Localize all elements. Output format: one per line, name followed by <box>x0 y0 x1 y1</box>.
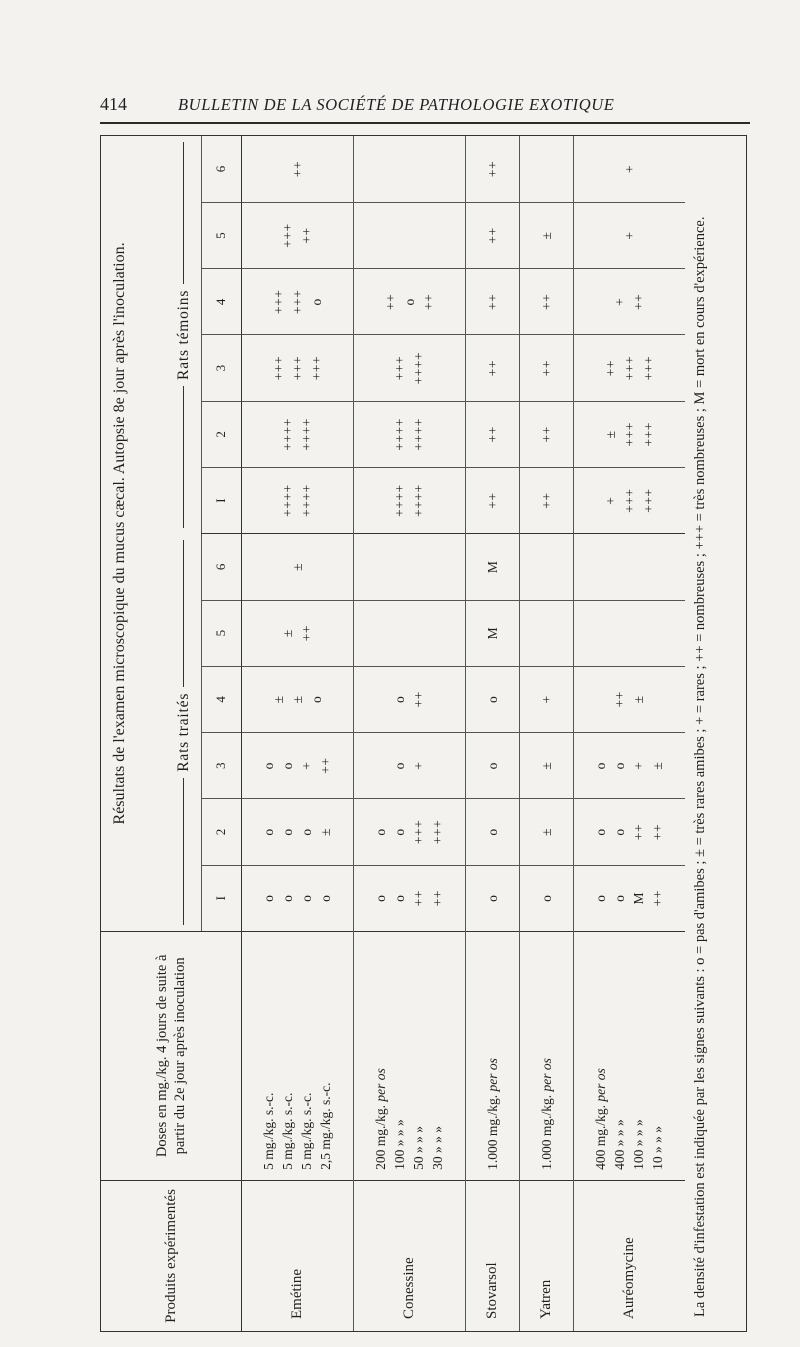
table-row-emetine <box>241 136 353 1331</box>
treated-result: o o o ± <box>241 799 353 865</box>
route-per-os: per os <box>593 1068 609 1102</box>
treated-result: o o ++ ++ <box>573 799 685 865</box>
control-result: ++ <box>465 335 519 401</box>
treated-result: o o M ++ <box>573 865 685 931</box>
legend-footnote: La densité d'infestation est indiquée par les signes suivants : o = pas d'amibes ; ± = très rares amibes ; + = rares ; ++ = nombreuses ; +++ = très nombreuses ; M = mort en cours d'expérience. <box>692 216 708 1317</box>
treated-result: o ++ <box>353 666 465 732</box>
dose-line: 400 mg./kg. per os <box>593 1068 609 1170</box>
products-header-cell <box>101 1180 241 1331</box>
control-result: + <box>621 164 637 174</box>
treated-result <box>573 534 685 600</box>
treated-result: ± <box>519 799 573 865</box>
treated-rat-number: 3 <box>201 733 241 799</box>
dose-line: 100 » » » <box>392 1119 407 1170</box>
treated-result <box>573 600 685 666</box>
results-table <box>101 136 685 1331</box>
control-result: +++ +++ +++ <box>241 335 353 401</box>
treated-result: + <box>519 666 573 732</box>
control-result: +++ ++++ <box>353 335 465 401</box>
treated-result: ± ++ <box>241 600 353 666</box>
dose-line: 5 mg./kg. s.-c. <box>280 1092 295 1170</box>
control-result: ++++ ++++ <box>241 467 353 533</box>
control-result: ++ <box>519 335 573 401</box>
treated-group-label: Rats traités <box>175 534 193 931</box>
treated-result <box>353 600 465 666</box>
control-result <box>519 136 573 202</box>
control-result <box>353 202 465 268</box>
treated-result <box>353 534 465 600</box>
dose-line: 5 mg./kg. s.-c. <box>261 1092 276 1170</box>
control-result: + ++ <box>573 269 685 335</box>
treated-result <box>519 600 573 666</box>
table-row-stovarsol <box>465 136 519 1331</box>
control-rat-number: 6 <box>201 136 241 202</box>
product-name: Auréomycine <box>573 1180 685 1331</box>
control-result: ++ o ++ <box>353 269 465 335</box>
control-result: ++ <box>465 467 519 533</box>
control-rat-number: 4 <box>201 269 241 335</box>
results-table-frame <box>100 135 747 1332</box>
dose-line: 1.000 mg./kg. per os <box>538 1058 554 1170</box>
page-number: 414 <box>100 94 127 114</box>
product-name: Stovarsol <box>465 1180 519 1331</box>
control-result: ++++ ++++ <box>353 467 465 533</box>
dose-list <box>241 931 353 1180</box>
doses-header: Doses en mg./kg. 4 jours de suite à partir du 2e jour après inoculation <box>153 954 188 1158</box>
control-result: +++ +++ o <box>241 269 353 335</box>
control-rat-number: 5 <box>201 202 241 268</box>
treated-result: ± <box>241 534 353 600</box>
control-result: ± <box>519 202 573 268</box>
treated-result: o o o o <box>241 865 353 931</box>
table-row-aureomycine <box>573 136 685 1331</box>
control-rat-number: I <box>201 467 241 533</box>
dose-list <box>573 931 685 1180</box>
control-result: ++ <box>465 401 519 467</box>
treated-result: ++ ± <box>573 666 685 732</box>
results-header-cell <box>101 136 167 931</box>
control-result: ++++ ++++ <box>241 401 353 467</box>
control-result: + <box>573 202 685 268</box>
table-row-yatren <box>519 136 573 1331</box>
doses-header-cell <box>101 931 241 1180</box>
dose-line: 5 mg./kg. s.-c. <box>299 1092 314 1170</box>
control-result: ++ <box>519 269 573 335</box>
dose-list <box>353 931 465 1180</box>
dose-line: 400 » » » <box>612 1119 628 1170</box>
treated-rat-number: 6 <box>201 534 241 600</box>
dose-line: 50 » » » <box>411 1126 426 1170</box>
treated-rat-number: 5 <box>201 600 241 666</box>
dose-line: 30 » » » <box>430 1126 445 1170</box>
control-result: ++ <box>241 136 353 202</box>
treated-result: M <box>465 534 519 600</box>
control-rat-number: 2 <box>201 401 241 467</box>
treated-result: o o + ++ <box>241 733 353 799</box>
table-row-conessine <box>353 136 465 1331</box>
rotated-table-container <box>101 136 746 1331</box>
controls-group-label: Rats témoins <box>175 136 193 534</box>
route-per-os: per os <box>373 1068 388 1102</box>
product-name: Yatren <box>519 1180 573 1331</box>
control-result: + +++ +++ <box>573 467 685 533</box>
treated-result: o o +++ +++ <box>353 799 465 865</box>
control-result: ++ <box>519 401 573 467</box>
results-header: Résultats de l'examen microscopique du mucus cæcal. Autopsie 8e jour après l'inoculation. <box>111 242 128 825</box>
product-name: Emétine <box>241 1180 353 1331</box>
header-rule <box>100 122 750 124</box>
treated-result: o + <box>353 733 465 799</box>
treated-result: o <box>465 865 519 931</box>
control-result: ± +++ +++ <box>573 401 685 467</box>
control-rat-number: 3 <box>201 335 241 401</box>
treated-result: o <box>465 666 519 732</box>
control-result: +++ ++ <box>241 202 353 268</box>
dose-line: 1.000 mg./kg. per os <box>484 1058 500 1170</box>
control-result: ++ <box>465 136 519 202</box>
controls-group-cell <box>167 136 201 534</box>
dose-list <box>465 931 519 1180</box>
treated-group-cell <box>167 534 201 932</box>
treated-result: ± <box>519 733 573 799</box>
dose-list <box>519 931 573 1180</box>
control-result: ++++ ++++ <box>353 401 465 467</box>
control-result: ++ <box>465 202 519 268</box>
treated-result: o <box>465 733 519 799</box>
product-name: Conessine <box>353 1180 465 1331</box>
treated-result: o o + ± <box>573 733 685 799</box>
treated-result: M <box>465 600 519 666</box>
treated-rat-number: 4 <box>201 666 241 732</box>
route-per-os: per os <box>538 1058 554 1092</box>
running-head: BULLETIN DE LA SOCIÉTÉ DE PATHOLOGIE EXOTIQUE <box>178 95 615 114</box>
treated-result: o <box>519 865 573 931</box>
products-header: Produits expérimentés <box>162 1189 179 1323</box>
dose-line: 10 » » » <box>650 1126 666 1170</box>
treated-result: ± ± o <box>241 666 353 732</box>
treated-rat-number: I <box>201 865 241 931</box>
treated-result <box>519 534 573 600</box>
treated-result: o <box>465 799 519 865</box>
dose-line: 2,5 mg./kg. s.-c. <box>318 1082 333 1170</box>
control-result: ++ +++ +++ <box>573 335 685 401</box>
dose-line: 100 » » » <box>631 1119 647 1170</box>
treated-rat-number: 2 <box>201 799 241 865</box>
dose-line: 200 mg./kg. per os <box>373 1068 388 1170</box>
control-result <box>353 136 465 202</box>
control-result: ++ <box>465 269 519 335</box>
treated-result: o o ++ ++ <box>353 865 465 931</box>
control-result: ++ <box>519 467 573 533</box>
route-per-os: per os <box>484 1058 500 1092</box>
